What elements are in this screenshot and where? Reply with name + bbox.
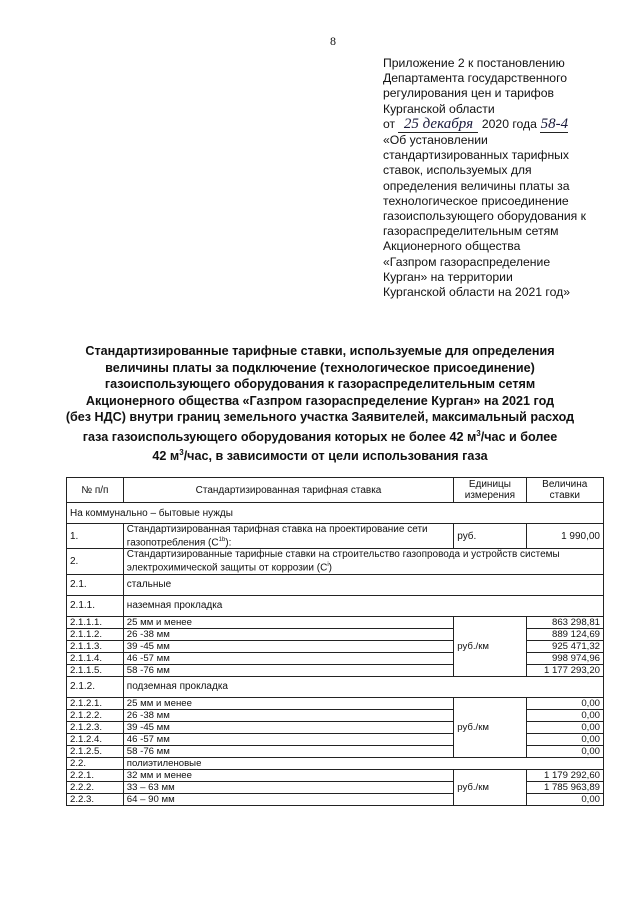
row-unit: руб. [454, 524, 526, 549]
row-value: 925 471,32 [526, 640, 603, 652]
row-num: 2.1.2.4. [67, 733, 124, 745]
row-num: 2.1.1.2. [67, 628, 124, 640]
title-superscript: 3 [476, 428, 481, 438]
row-value: 0,00 [526, 733, 603, 745]
row-value: 889 124,69 [526, 628, 603, 640]
table-row [67, 769, 604, 781]
row-num: 2.1.2.2. [67, 709, 124, 721]
row-num: 2.1.1. [67, 595, 124, 616]
title-line [60, 445, 580, 465]
row-text: 33 – 63 мм [123, 781, 453, 793]
row-num: 2.1.1.4. [67, 652, 124, 664]
row-text: 25 мм и менее [123, 697, 453, 709]
row-value: 0,00 [526, 697, 603, 709]
row-text: подземная прокладка [123, 676, 603, 697]
row-text: 26 -38 мм [123, 709, 453, 721]
row-unit: руб./км [454, 769, 526, 805]
row-text: 25 мм и менее [123, 616, 453, 628]
page-number: 8 [330, 34, 336, 48]
title-text: 42 м [152, 449, 180, 464]
annex-line: Приложение 2 к постановлению [383, 56, 565, 70]
row-value: 1 179 292,60 [526, 769, 603, 781]
row-num: 2.1.2.3. [67, 721, 124, 733]
row-value: 1 177 293,20 [526, 664, 603, 676]
row-num: 2.2.3. [67, 793, 124, 805]
header-rate: Стандартизированная тарифная ставка [123, 478, 453, 503]
annex-subject-line: технологическое присоединение [383, 193, 569, 208]
row-text: 26 -38 мм [123, 628, 453, 640]
row-unit: руб./км [454, 616, 526, 676]
row-num: 2.1.2.1. [67, 697, 124, 709]
row-superscript: i [327, 562, 329, 569]
row-num: 2.1.2. [67, 676, 124, 697]
date-year: 2020 года [481, 116, 537, 131]
row-num: 2.1. [67, 574, 124, 595]
row-text-part: Стандартизированные тарифные ставки на строительство газопровода и устройств системы электрохимической защиты от коррозии (C [126, 549, 560, 574]
row-text [123, 524, 453, 549]
row-text: полиэтиленовые [123, 757, 603, 769]
row-num: 2.2.1. [67, 769, 124, 781]
row-value: 0,00 [526, 721, 603, 733]
row-value: 0,00 [526, 793, 603, 805]
row-text-part: ) [328, 562, 332, 574]
row-text: 64 – 90 мм [123, 793, 453, 805]
table-row [67, 697, 604, 709]
row-text: 46 -57 мм [123, 733, 453, 745]
row-text: 32 мм и менее [123, 769, 453, 781]
row-value: 1 990,00 [526, 524, 603, 549]
title-line: газоиспользующего оборудования к газораспределительным сетям [104, 377, 536, 391]
annex-subject-line: Акционерного общества [383, 239, 521, 254]
handwritten-date: 25 декабря [398, 117, 478, 133]
row-text-part: ): [225, 537, 232, 549]
table-row [67, 676, 604, 697]
handwritten-number: 58-4 [540, 115, 569, 132]
table-row [67, 616, 604, 628]
table-row [67, 595, 604, 616]
annex-date-line [383, 117, 623, 133]
annex-line: регулирования цен и тарифов [383, 86, 554, 101]
table-header-row [67, 478, 604, 503]
row-value: 0,00 [526, 709, 603, 721]
row-num: 2.1.2.5. [67, 745, 124, 757]
row-text: 46 -57 мм [123, 652, 453, 664]
table-row [67, 574, 604, 595]
title-superscript: 3 [179, 448, 184, 458]
section-title: На коммунально – бытовые нужды [67, 503, 604, 524]
title-text: газа газоиспользующего оборудования которых не более 42 м [82, 429, 477, 444]
annex-line: Департамента государственного [383, 71, 568, 86]
row-superscript: 1b [218, 537, 226, 543]
row-text: наземная прокладка [123, 595, 603, 616]
row-text: стальные [123, 574, 603, 595]
annex-subject-line: «Газпром газораспределение [383, 254, 551, 269]
row-num: 2.1.1.3. [67, 640, 124, 652]
title-line: Акционерного общества «Газпром газораспределение Курган» на 2021 год [85, 393, 555, 408]
row-num: 2.1.1.5. [67, 664, 124, 676]
row-num: 2. [67, 549, 124, 574]
row-text: 58 -76 мм [123, 745, 453, 757]
annex-subject-line: Курганской области на 2021 год» [383, 285, 570, 300]
annex-block [383, 56, 623, 300]
date-prefix: от [383, 116, 396, 131]
title-line [60, 426, 580, 446]
row-num: 2.1.1.1. [67, 616, 124, 628]
title-text: /час, в зависимости от цели использования газа [183, 449, 488, 464]
title-line: величины платы за подключение (технологическое присоединение) [105, 360, 535, 375]
annex-subject-line: «Об установлении [383, 133, 488, 148]
annex-subject-line: ставок, используемых для [383, 163, 532, 178]
rates-table [66, 477, 604, 806]
row-value: 998 974,96 [526, 652, 603, 664]
table-row [67, 549, 604, 574]
row-num: 1. [67, 524, 124, 549]
annex-subject-line: газоиспользующего оборудования к [383, 209, 586, 224]
title-line: Стандартизированные тарифные ставки, используемые для определения [85, 344, 555, 358]
row-text-part: Стандартизированная тарифная ставка на проектирование сети газопотребления (C [126, 524, 428, 549]
annex-subject-line: газораспределительным сетям [383, 224, 559, 239]
annex-line: Курганской области [383, 101, 495, 116]
table-row [67, 524, 604, 549]
row-text: 39 -45 мм [123, 640, 453, 652]
header-num: № п/п [67, 478, 124, 503]
table-row [67, 757, 604, 769]
section-row [67, 503, 604, 524]
row-text: 58 -76 мм [123, 664, 453, 676]
row-value: 863 298,81 [526, 616, 603, 628]
row-value: 0,00 [526, 745, 603, 757]
header-unit: Единицы измерения [454, 478, 526, 503]
title-line: (без НДС) внутри границ земельного участка Заявителей, максимальный расход [65, 410, 575, 424]
annex-subject-line: стандартизированных тарифных [383, 148, 570, 163]
title-text: /час и более [480, 429, 558, 444]
row-num: 2.2. [67, 757, 124, 769]
annex-subject-line: определения величины платы за [383, 178, 570, 193]
row-text [123, 549, 603, 574]
header-value: Величина ставки [526, 478, 603, 503]
row-value: 1 785 963,89 [526, 781, 603, 793]
annex-subject-line: Курган» на территории [383, 269, 513, 284]
row-unit: руб./км [454, 697, 526, 757]
document-title [60, 343, 580, 465]
row-text: 39 -45 мм [123, 721, 453, 733]
row-num: 2.2.2. [67, 781, 124, 793]
